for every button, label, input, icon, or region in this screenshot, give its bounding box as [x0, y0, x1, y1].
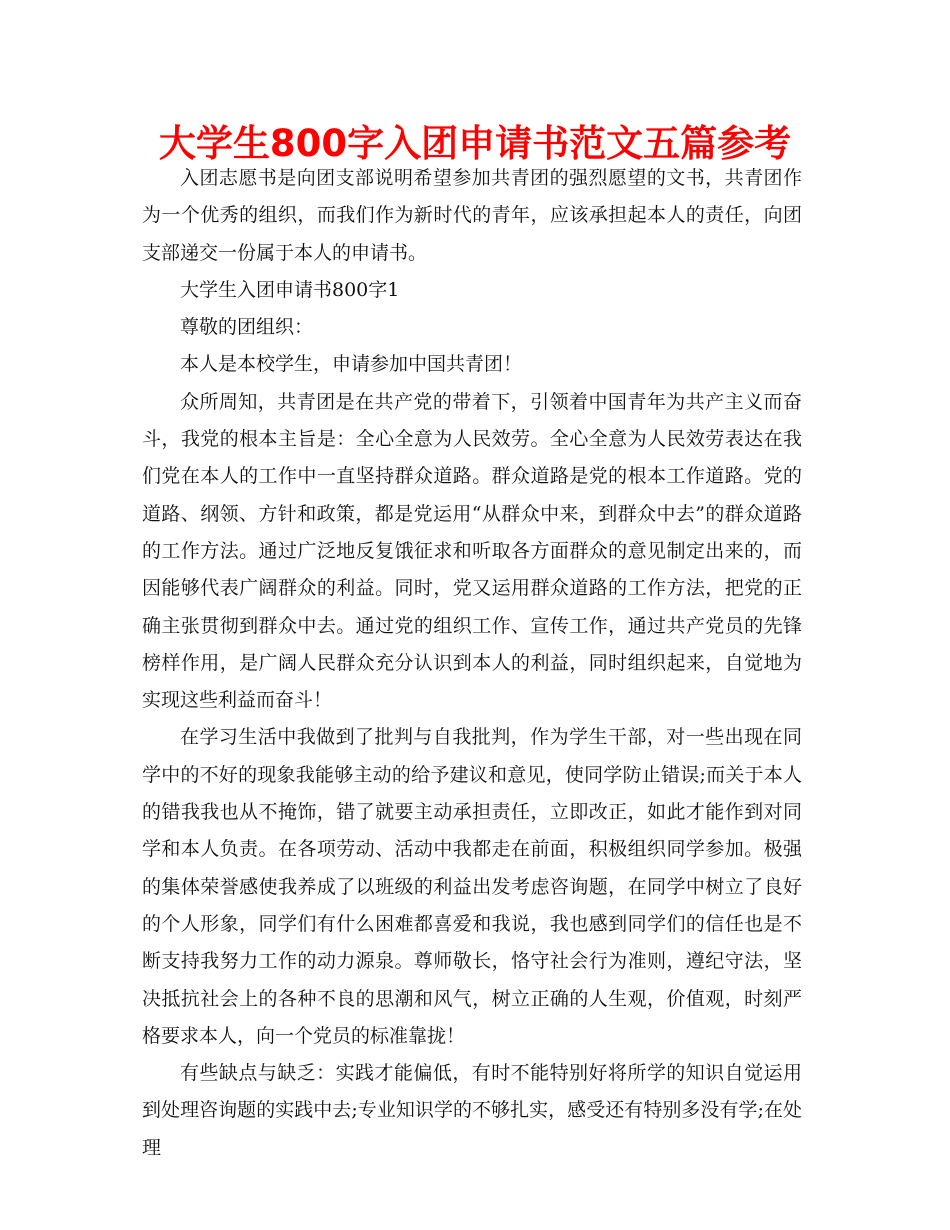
salutation: 尊敬的团组织：: [180, 316, 314, 339]
body-paragraph: 在学习生活中我做到了批判与自我批判，作为学生干部，对一些出现在同学中的不好的现象我能够主动的给予建议和意见，使同学防止错误;而关于本人的错我我也从不掩饰，错了就要主动承担责任，立即改正，如此才能作到对同学和本人负责。在各项劳动、活动中我都走在前面，积极组织同学参加。极强的集体荣誉感使我养成了以班级的利益出发考虑咨询题，在同学中树立了良好的个人形象，同学们有什么困难都喜爱和我说，我也感到同学们的信任也是不断支持我努力工作的动力源泉。尊师敬长，恪守社会行为准则，遵纪守法，坚决抵抗社会上的各种不良的思潮和风气，树立正确的人生观，价值观，时刻严格要求本人，向一个党员的标准靠拢！: [142, 726, 802, 1047]
document-body: [142, 160, 802, 1167]
body-paragraph: 有些缺点与缺乏：实践才能偏低，有时不能特别好将所学的知识自觉运用到处理咨询题的实践中去;专业知识学的不够扎实，感受还有特别多没有学;在处理: [142, 1062, 802, 1159]
document-title: 大学生800字入团申请书范文五篇参考: [158, 122, 792, 165]
section-heading: 大学生入团申请书800字1: [180, 278, 400, 301]
body-paragraph: 本人是本校学生，申请参加中国共青团！: [180, 353, 523, 376]
body-paragraph: 众所周知，共青团是在共产党的带着下，引领着中国青年为共产主义而奋斗，我党的根本主旨是：全心全意为人民效劳。全心全意为人民效劳表达在我们党在本人的工作中一直坚持群众道路。群众道路是党的根本工作道路。党的道路、纲领、方针和政策，都是党运用“从群众中来，到群众中去”的群众道路的工作方法。通过广泛地反复饿征求和听取各方面群众的意见制定出来的，而因能够代表广阔群众的利益。同时，党又运用群众道路的工作方法，把党的正确主张贯彻到群众中去。通过党的组织工作、宣传工作，通过共产党员的先锋榜样作用，是广阔人民群众充分认识到本人的利益，同时组织起来，自觉地为实现这些利益而奋斗！: [142, 390, 802, 712]
intro-paragraph: 入团志愿书是向团支部说明希望参加共青团的强烈愿望的文书，共青团作为一个优秀的组织，而我们作为新时代的青年，应该承担起本人的责任，向团支部递交一份属于本人的申请书。: [142, 167, 802, 264]
